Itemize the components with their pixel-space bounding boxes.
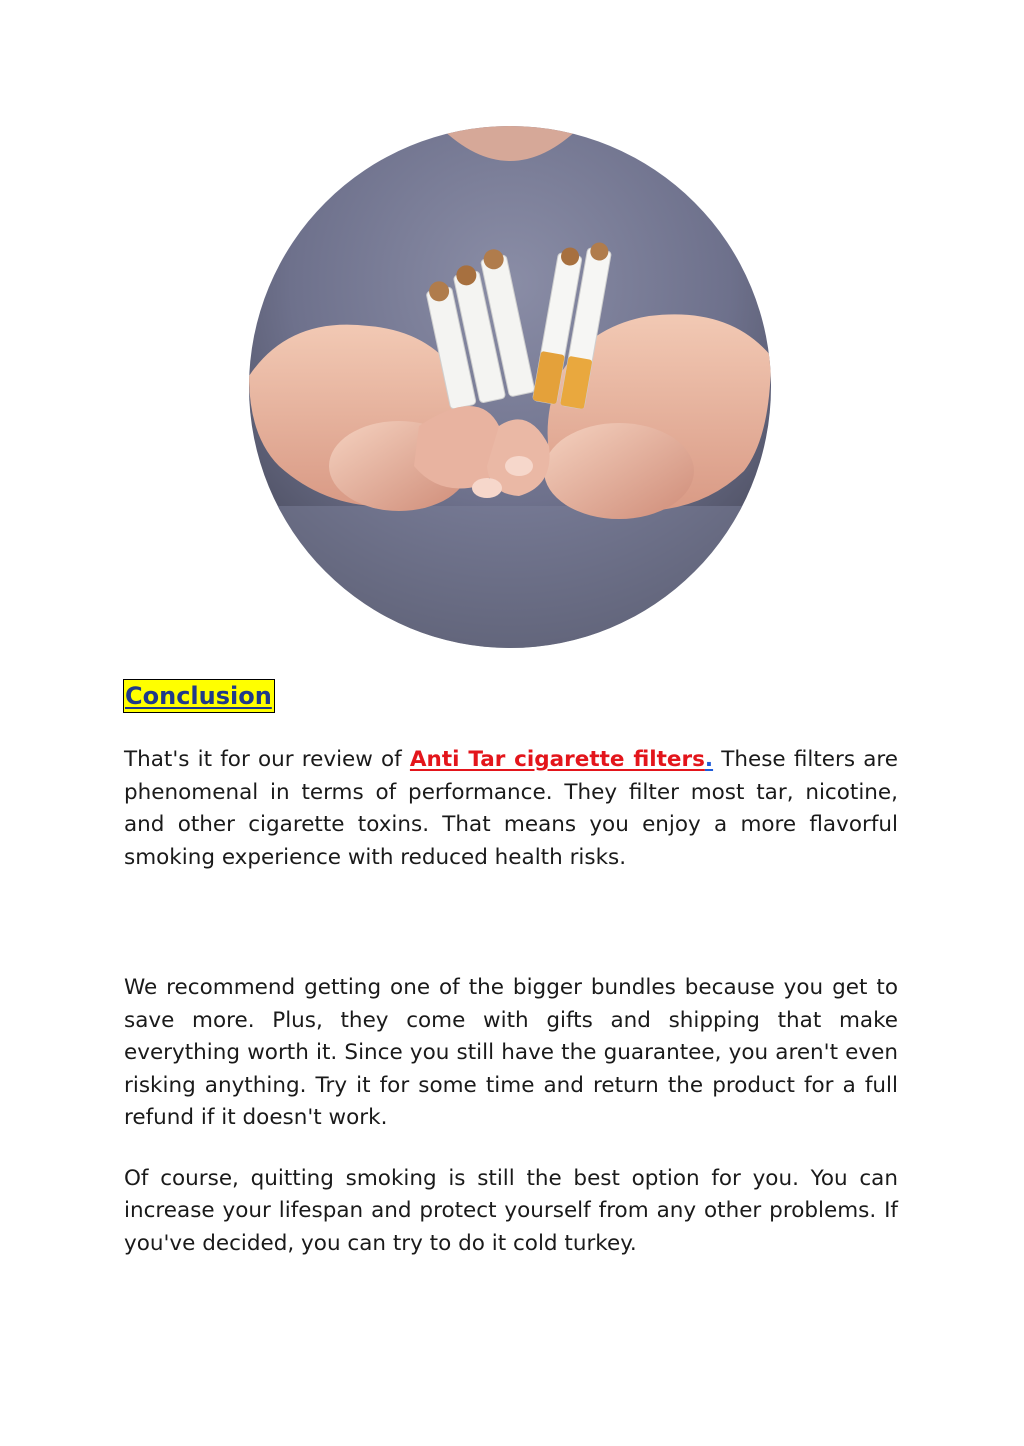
conclusion-paragraph-3: Of course, quitting smoking is still the best option for you. You can increase your lifespan and protect yourself from any other problems. If you've decided, you can try to do it cold turkey. [124,1165,898,1256]
broken-cigarettes-hands-photo [249,126,771,648]
photo-illustration [249,126,771,648]
p1-text-before: That's it for our review of [124,747,410,772]
p1-text-after: These filters are phenomenal in terms of performance. They filter most tar, nicotine, and other cigarette toxins. That means you enjoy a more flavorful smoking experience with reduced health risks. [124,747,898,870]
anti-tar-filters-link[interactable]: Anti Tar cigarette filters [409,747,705,772]
conclusion-paragraph-1 [124,744,898,874]
conclusion-section [124,680,898,1260]
conclusion-heading: Conclusion [125,682,272,710]
link-period: . [704,747,714,772]
conclusion-paragraph-2: We recommend getting one of the bigger bundles because you get to save more. Plus, they come with gifts and shipping that make everything worth it. Since you still have the guarantee, you aren't even risking anything. Try it for some time and return the product for a full refund if it doesn't work. [124,975,898,1130]
